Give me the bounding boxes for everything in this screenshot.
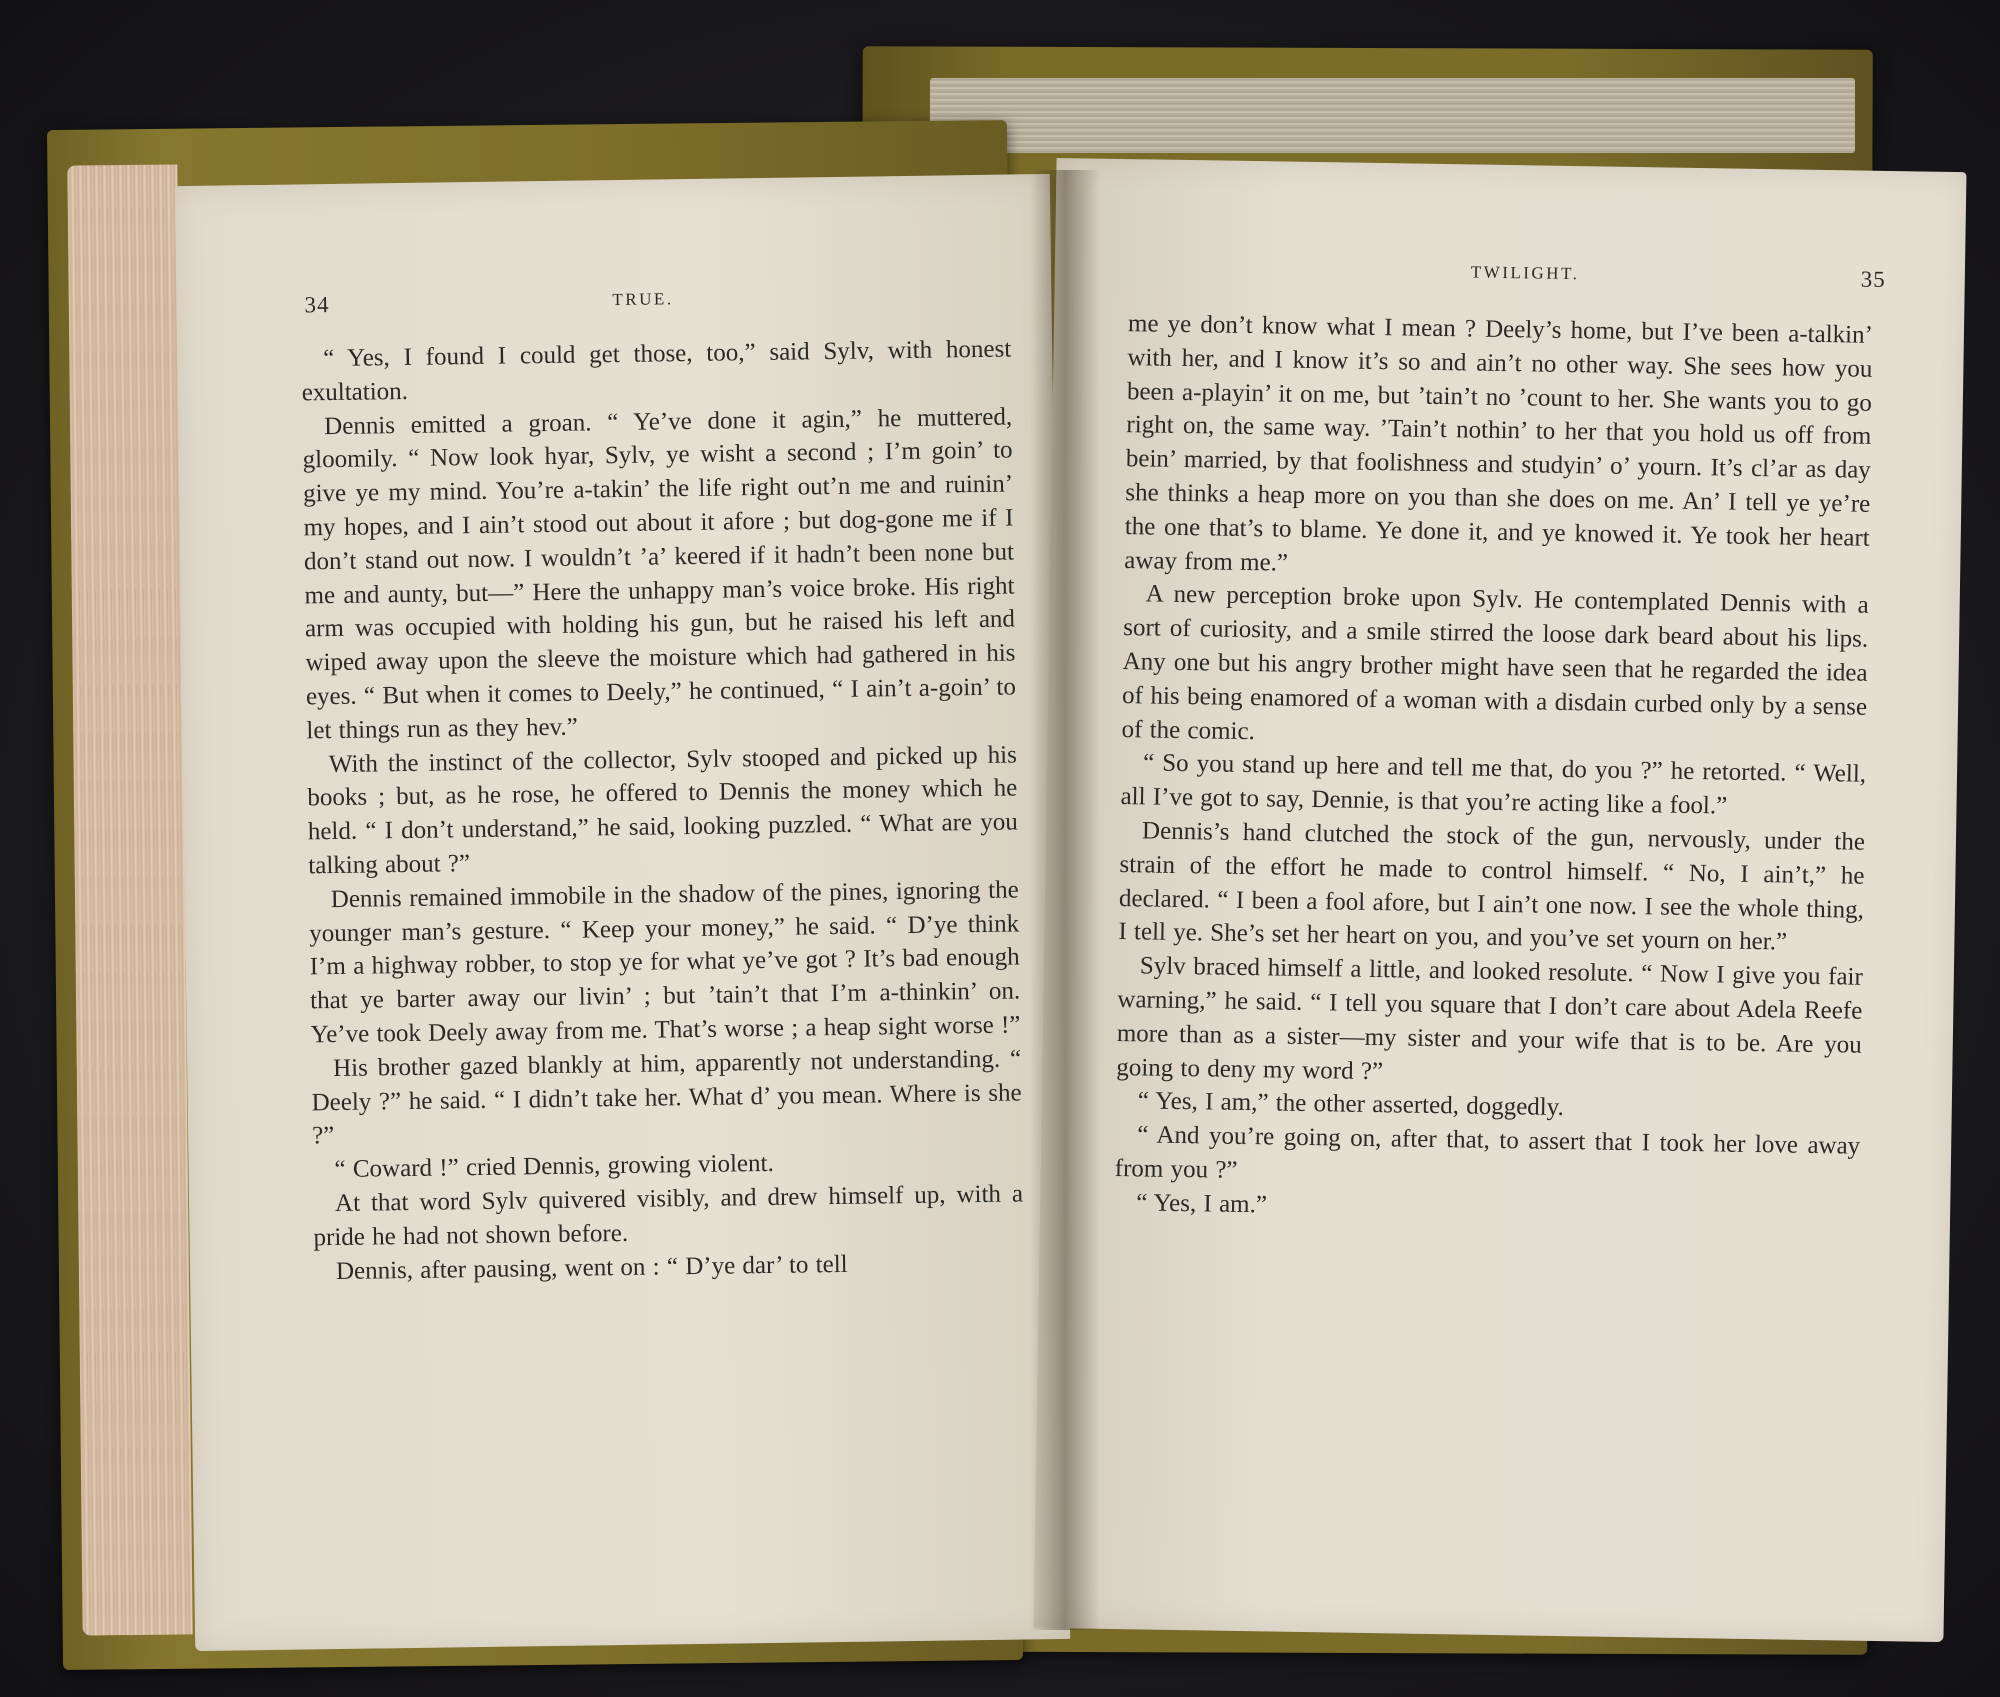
paragraph: Dennis remained immobile in the shadow of the pines, ignoring the younger man’s gesture. “ Keep your money,” he said. “ D’ye think I’m a highway robber, to stop ye for what ye’ve got ? It’s bad enough that ye barter away our livin’ ; but ’tain’t that I’m a-thinkin’ on. Ye’ve took Deely away from me. That’s worse ; a heap sight worse !” — [309, 876, 1021, 1049]
page-number: 34 — [304, 292, 330, 318]
paragraph: With the instinct of the collector, Sylv stooped and picked up his books ; but, as he rose, he offered to Dennis the money which he held. “ I don’t understand,” he said, looking puzzled. “ What are you talking about ?” — [307, 741, 1018, 880]
gutter-shadow — [1030, 170, 1100, 1630]
right-page-header — [1054, 254, 1965, 308]
paragraph: Dennis’s hand clutched the stock of the gun, nervously, under the strain of the effort he made to control himself. “ No, I ain’t,” he declared. “ I been a fool afore, but I ain’t one now. I see the whole thing, I tell ye. She’s set her heart on you, and you’ve set yourn on her.” — [1118, 817, 1866, 956]
running-head: TWILIGHT. — [1470, 262, 1580, 284]
paragraph: A new perception broke upon Sylv. He contemplated Dennis with a sort of curiosity, and a smile stirred the loose dark beard about his lips. Any one but his angry brother might have seen that he regarded the idea of his being enamored of a woman with a disdain curbed only by a sense of the comic. — [1121, 580, 1869, 745]
paragraph: “ Coward !” cried Dennis, growing violent. — [334, 1150, 774, 1184]
paragraph: “ Yes, I am.” — [1135, 1189, 1268, 1219]
paragraph: “ Yes, I am,” the other asserted, doggedly. — [1137, 1087, 1565, 1122]
right-page — [1034, 158, 1967, 1642]
left-page — [175, 174, 1070, 1651]
paragraph: Dennis emitted a groan. “ Ye’ve done it agin,” he muttered, gloomily. “ Now look hyar, Sylv, ye wisht a second ; I’m goin’ to give ye my mind. You’re a-takin’ the life right out’n me and ruinin’ my hopes, and I ain’t stood out about it afore ; but dog-gone me if I don’t stand out now. I wouldn’t ’a’ keered if it hadn’t been none but me and aunty, but—” Here the unhappy man’s voice broke. His right arm was occupied with holding his gun, but he raised his left and wiped away upon the sleeve the moisture which had gathered in his eyes. “ But when it comes to Deely,” he continued, “ I ain’t a-goin’ to let things run as they hev.” — [302, 403, 1017, 745]
paragraph: “ Yes, I found I could get those, too,” said Sylv, with honest exultation. — [301, 335, 1012, 407]
paragraph: “ And you’re going on, after that, to assert that I took her love away from you ?” — [1114, 1121, 1861, 1184]
fore-edge — [67, 164, 192, 1635]
right-page-body — [1114, 307, 1873, 1231]
paragraph: Dennis, after pausing, went on : “ D’ye dar’ to tell — [335, 1250, 848, 1285]
paragraph: Sylv braced himself a little, and looked resolute. “ Now I give you fair warning,” he said. “ I tell you square that I don’t care about Adela Reefe more than as a sister—my sister and your wife that is to be. Are you going to deny my word ?” — [1116, 952, 1864, 1085]
paragraph: His brother gazed blankly at him, apparently not understanding. “ Deely ?” he said. “ I didn’t take her. What d’ you mean. Where is she ?” — [311, 1045, 1022, 1150]
paragraph: At that word Sylv quivered visibly, and drew himself up, with a pride he had not shown before. — [313, 1180, 1024, 1252]
page-block-edge — [930, 78, 1855, 153]
left-page-body — [301, 333, 1024, 1289]
paragraph: “ So you stand up here and tell me that, do you ?” he retorted. “ Well, all I’ve got to say, Dennie, is that you’re acting like a fool.” — [1120, 749, 1867, 820]
page-number: 35 — [1860, 266, 1886, 292]
paragraph: me ye don’t know what I mean ? Deely’s home, but I’ve been a-talkin’ with her, and I know it’s so and ain’t no other way. She sees how you been a-playin’ it on me, but ’tain’t no ’count to her. She wants you to go right on, the same way. ’Tain’t nothin’ to her that you hold us off from bein’ married, by that foolishness and studyin’ o’ yourn. It’s cl’ar as day she thinks a heap more on you than she does on me. An’ I tell ye ye’re the one that’s to blame. Ye done it, and ye knowed it. Ye took her heart away from me.” — [1124, 310, 1874, 577]
left-page-header — [176, 282, 1051, 334]
running-head: TRUE. — [612, 289, 674, 310]
